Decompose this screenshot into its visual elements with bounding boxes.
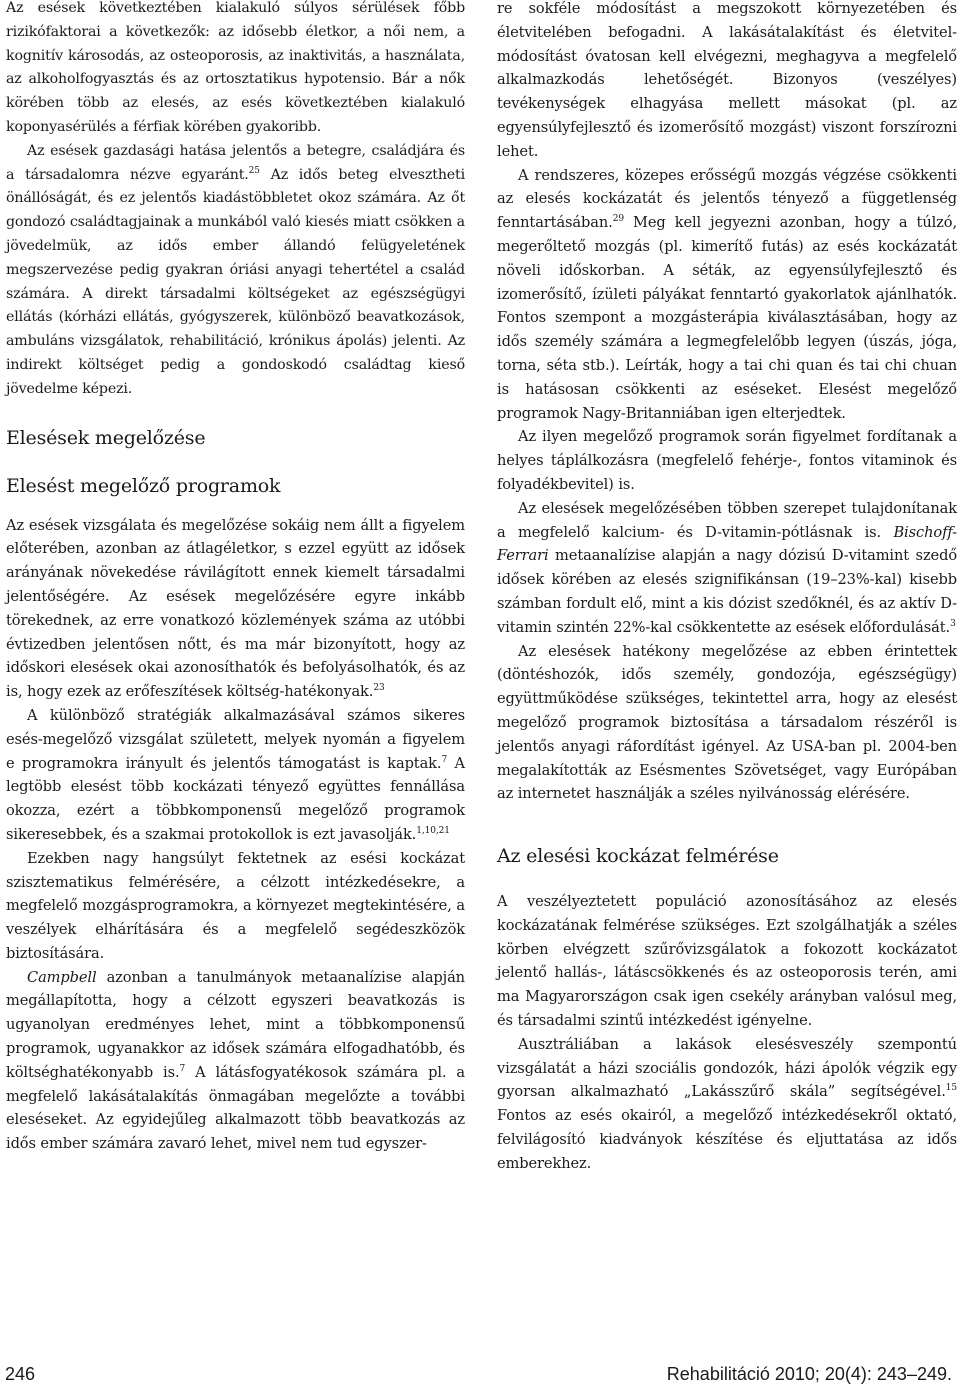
right-column [497,0,957,1176]
text-run: Az esések gazdasági hatása jelentős a betegre, családjára és a társadalomra nézve egyaránt. [6,142,465,183]
text-run: A rendszeres, közepes erősségű mozgás végzése csökkenti az elesés kockázatát és jelentős tényező a függetlenség fenntartásában. [497,166,957,232]
paragraph: A veszélyeztetett populáció azonosításához az elesés kockázatának felmérése szükséges. Ezt szolgálhatják a széles körben elvégzett szűrővizsgálatok a fokozott kockázatot jelentő hallás-, látáscsökkenés és az osteoporosis terén, ami ma Magyarországon csak igen csekély arányban valósul meg, és társadalmi szintű intézkedést igényelne. [497,893,957,1030]
paragraph [6,514,465,704]
author-name: Campbell [27,968,97,986]
subsection-heading: Elesést megelőző programok [6,474,281,497]
left-column [6,0,465,1156]
paragraph [6,140,465,402]
paragraph: re sokféle módosítást a megszokott környezetében és életvitelében befogadni. A lakásátalakítást és életvitel-módosítást óvatosan kell elvégezni, meghagyva a megfelelő alkalmazkodás lehetőségét. Bizonyos (veszélyes) tevékenységek elhagyása mellett másokat (pl. az egyensúlyfejlesztő és izomerősítő mozgást) viszont forszírozni lehet. [497,0,957,160]
citation: 15 [945,1083,957,1094]
citation: 29 [612,214,624,225]
journal-citation: Rehabilitáció 2010; 20(4): 243–249. [666,1364,952,1384]
text-run: A legtöbb elesést több kockázati tényező együttes fennállása okozza, ezért a többkomponensű megelőző programok sikeresebbek, és a szakmai protokollok is ezt javasolják. [6,754,465,843]
paragraph: Az elesések hatékony megelőzése az ebben érintettek (döntéshozók, idős személy, gondozója, egészségügy) együttműködése szükséges, tekintettel arra, hogy az elesést megelőző programok biztosítása a társadalom részéről is jelentős anyagi ráfordítást igényel. Az USA-ban pl. 2004-ben megalakították az Esésmentes Szövetséget, vagy Európában az internetet használják a széles nyilvánosság elérésére. [497,642,957,803]
paragraph [497,164,957,426]
paragraph [6,704,465,847]
text-run: Fontos az esés okairól, a megelőző intézkedésekről oktató, felvilágosító kiadványok készítése és eljuttatása az idős emberekhez. [497,1107,957,1172]
section-heading: Elesések megelőzése [6,426,206,449]
text-run: A különböző stratégiák alkalmazásával számos sikeres esés-megelőző vizsgálat született, melyek nyomán a figyelem e programokra irányult és jelentős támogatást is kaptak. [6,706,465,772]
section-heading: Az elesési kockázat felmérése [497,845,779,868]
paragraph [497,1033,957,1176]
citation: 3 [950,618,956,629]
author-name: Bischoff-Ferrari [497,523,957,565]
citation: 7 [441,754,448,765]
text-run: Meg kell jegyezni azonban, hogy a túlzó, megerőltető mozgás (pl. kimerítő futás) az esés kockázatát növeli időskorban. A séták, az egyensúlyfejlesztő és izomerősítő, ízületi pályákat fenntartó gyakorlatok ajánlhatók. Fontos szempont a mozgásterápia kiválasztásában, hogy az idős személy számára a legmegfelelőbb legyen (úszás, jóga, torna, séta stb.). Leírták, hogy a tai chi quan és tai chi chuan is hatásosan csökkenti az eséseket. Elesést megelőző programok Nagy-Britanniában igen elterjedtek. [497,214,957,422]
text-run: Az idős beteg elvesztheti önállóságát, és ez jelentős kiadástöbbletet okoz számára. Az őt gondozó családtagjainak a munkából való kiesés miatt csökken a jövedelmük, az idős ember állandó felügyeletének megszervezése pedig gyakran óriási anyagi tehertétel a család számára. A direkt társadalmi költségeket az egészségügyi ellátás (kórházi ellátás, gyógyszerek, különböző beavatkozások, ambuláns vizsgálatok, rehabilitáció, krónikus ápolás) jelenti. Az indirekt költséget pedig a gondoskodó családtag kieső jövedelme képezi. [6,166,465,397]
page-footer [0,1364,960,1390]
citation: 23 [373,683,385,694]
text-run: Az elesések megelőzésében többen szerepet tulajdonítanak a megfelelő kalcium- és D-vitamin-pótlásnak is. [497,499,957,541]
text-run: Ausztráliában a lakások elesésveszély szempontú vizsgálatát a házi szociális gondozók, házi ápolók végzik egy gyorsan alkalmazható „Lakásszűrő skála” segítségével. [497,1035,957,1101]
page-number: 246 [5,1364,36,1384]
paragraph: Ezekben nagy hangsúlyt fektetnek az esési kockázat szisztematikus felmérésére, a célzott intézkedésekre, a megfelelő mozgásprogramokra, a környezet megtekintésére, a veszélyek elhárítására és a megfelelő segédeszközök biztosítására. [6,849,465,962]
citation: 25 [248,165,260,176]
citation: 1,10,21 [416,825,450,836]
paragraph: Az esések következtében kialakuló súlyos sérülések főbb rizikófaktorai a következők: az idősebb életkor, a női nem, a kognitív károsodás, az osteoporosis, az inaktivitás, a használata, az alkoholfogyasztás és az ortosztatikus hypotensio. Bár a nők körében több az elesés, az esés következtében kialakuló koponyasérülés a férfiak körében gyakoribb. [6,0,465,135]
text-run: Az esések vizsgálata és megelőzése sokáig nem állt a figyelem előterében, azonban az átlagéletkor, s ezzel együtt az idősek arányának növekedése rávilágított ennek kiemelt társadalmi jelentőségére. Az esések megelőzésére egyre inkább törekednek, az erre vonatkozó közlemények száma az utóbbi évtizedben jelentősen nőtt, és ma már bizonyított, hogy az időskori elesések okai azonosíthatók és befolyásolhatók, és az is, hogy ezek az erőfeszítések költség-hatékonyak. [6,516,465,701]
paragraph [497,497,957,640]
paragraph [6,966,465,1156]
text-run: azonban a tanulmányok metaanalízise alapján megállapította, hogy a célzott egyszeri beavatkozás is ugyanolyan eredményes lehet, mint a többkomponensű programok, ugyanakkor az idősek számára elfogadhatóbb, és költséghatékonyabb is. [6,968,465,1081]
text-run: A látásfogyatékosok számára pl. a megfelelő lakásátalakítás önmagában megelőzte a további eleséseket. Az egyidejűleg alkalmazott több beavatkozás az idős ember számára zavaró lehet, mivel nem tud egyszer- [6,1063,465,1153]
text-run: metaanalízise alapján a nagy dózisú D-vitamint szedő idősek körében az elesés szignifikánsan (19–23%-kal) kisebb számban fordult elő, mint a kis dózist szedőknél, és az aktív D-vitamin szintén 22%-kal csökkentette az esések előfordulását. [497,547,957,636]
citation: 7 [179,1063,186,1074]
paragraph: Az ilyen megelőző programok során figyelmet fordítanak a helyes táplálkozásra (megfelelő fehérje-, fontos vitaminok és folyadékbevitel) is. [497,428,957,493]
